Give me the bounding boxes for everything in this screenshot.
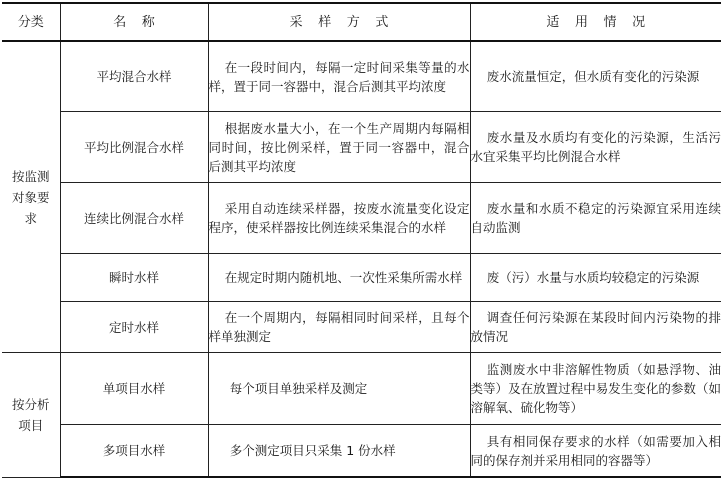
header-method: 采样方式: [208, 3, 470, 41]
row-name: 平均混合水样: [60, 41, 208, 112]
table-row: [2, 112, 721, 183]
row-method: 根据废水量大小，在一个生产周期内每隔相同时间，按比例采样，置于同一容器中，混合后测其平均浓度: [208, 112, 470, 183]
row-name: 瞬时水样: [60, 254, 208, 302]
header-category: 分类: [2, 3, 60, 41]
row-name: 多项目水样: [60, 425, 208, 478]
row-usage: 废水量和水质不稳定的污染源宜采用连续自动监测: [470, 183, 721, 254]
table-row: [2, 183, 721, 254]
group-cell-monitoring: 按监测对象要求: [2, 41, 60, 353]
row-method: 采用自动连续采样器，按废水流量变化设定程序，使采样器按比例连续采集混合的水样: [208, 183, 470, 254]
header-usage: 适用情况: [470, 3, 721, 41]
row-method: 多个测定项目只采集 1 份水样: [208, 425, 470, 478]
group-cell-analysis: 按分析项目: [2, 353, 60, 478]
row-usage: 具有相同保存要求的水样（如需要加入相同的保存剂并采用相同的容器等）: [470, 425, 721, 478]
row-usage: 调查任何污染源在某段时间内污染物的排放情况: [470, 302, 721, 353]
row-name: 单项目水样: [60, 353, 208, 425]
row-usage: 监测废水中非溶解性物质（如悬浮物、油类等）及在放置过程中易发生变化的参数（如溶解氧、硫化物等）: [470, 353, 721, 425]
table-row: [2, 254, 721, 302]
row-usage: 废（污）水量与水质均较稳定的污染源: [470, 254, 721, 302]
row-usage: 废水量及水质均有变化的污染源，生活污水宜采集平均比例混合水样: [470, 112, 721, 183]
table-row: [2, 302, 721, 353]
row-usage: 废水流量恒定，但水质有变化的污染源: [470, 41, 721, 112]
row-method: 在规定时期内随机地、一次性采集所需水样: [208, 254, 470, 302]
table-row: [2, 41, 721, 112]
table-header-row: [2, 3, 721, 41]
row-name: 平均比例混合水样: [60, 112, 208, 183]
row-method: 在一个周期内，每隔相同时间采样，且每个样单独测定: [208, 302, 470, 353]
row-name: 定时水样: [60, 302, 208, 353]
row-method: 在一段时间内，每隔一定时间采集等量的水样，置于同一容器中，混合后测其平均浓度: [208, 41, 470, 112]
row-name: 连续比例混合水样: [60, 183, 208, 254]
table-row: [2, 353, 721, 425]
row-method: 每个项目单独采样及测定: [208, 353, 470, 425]
table-row: [2, 425, 721, 478]
header-name: 名称: [60, 3, 208, 41]
sampling-table: [2, 2, 721, 478]
